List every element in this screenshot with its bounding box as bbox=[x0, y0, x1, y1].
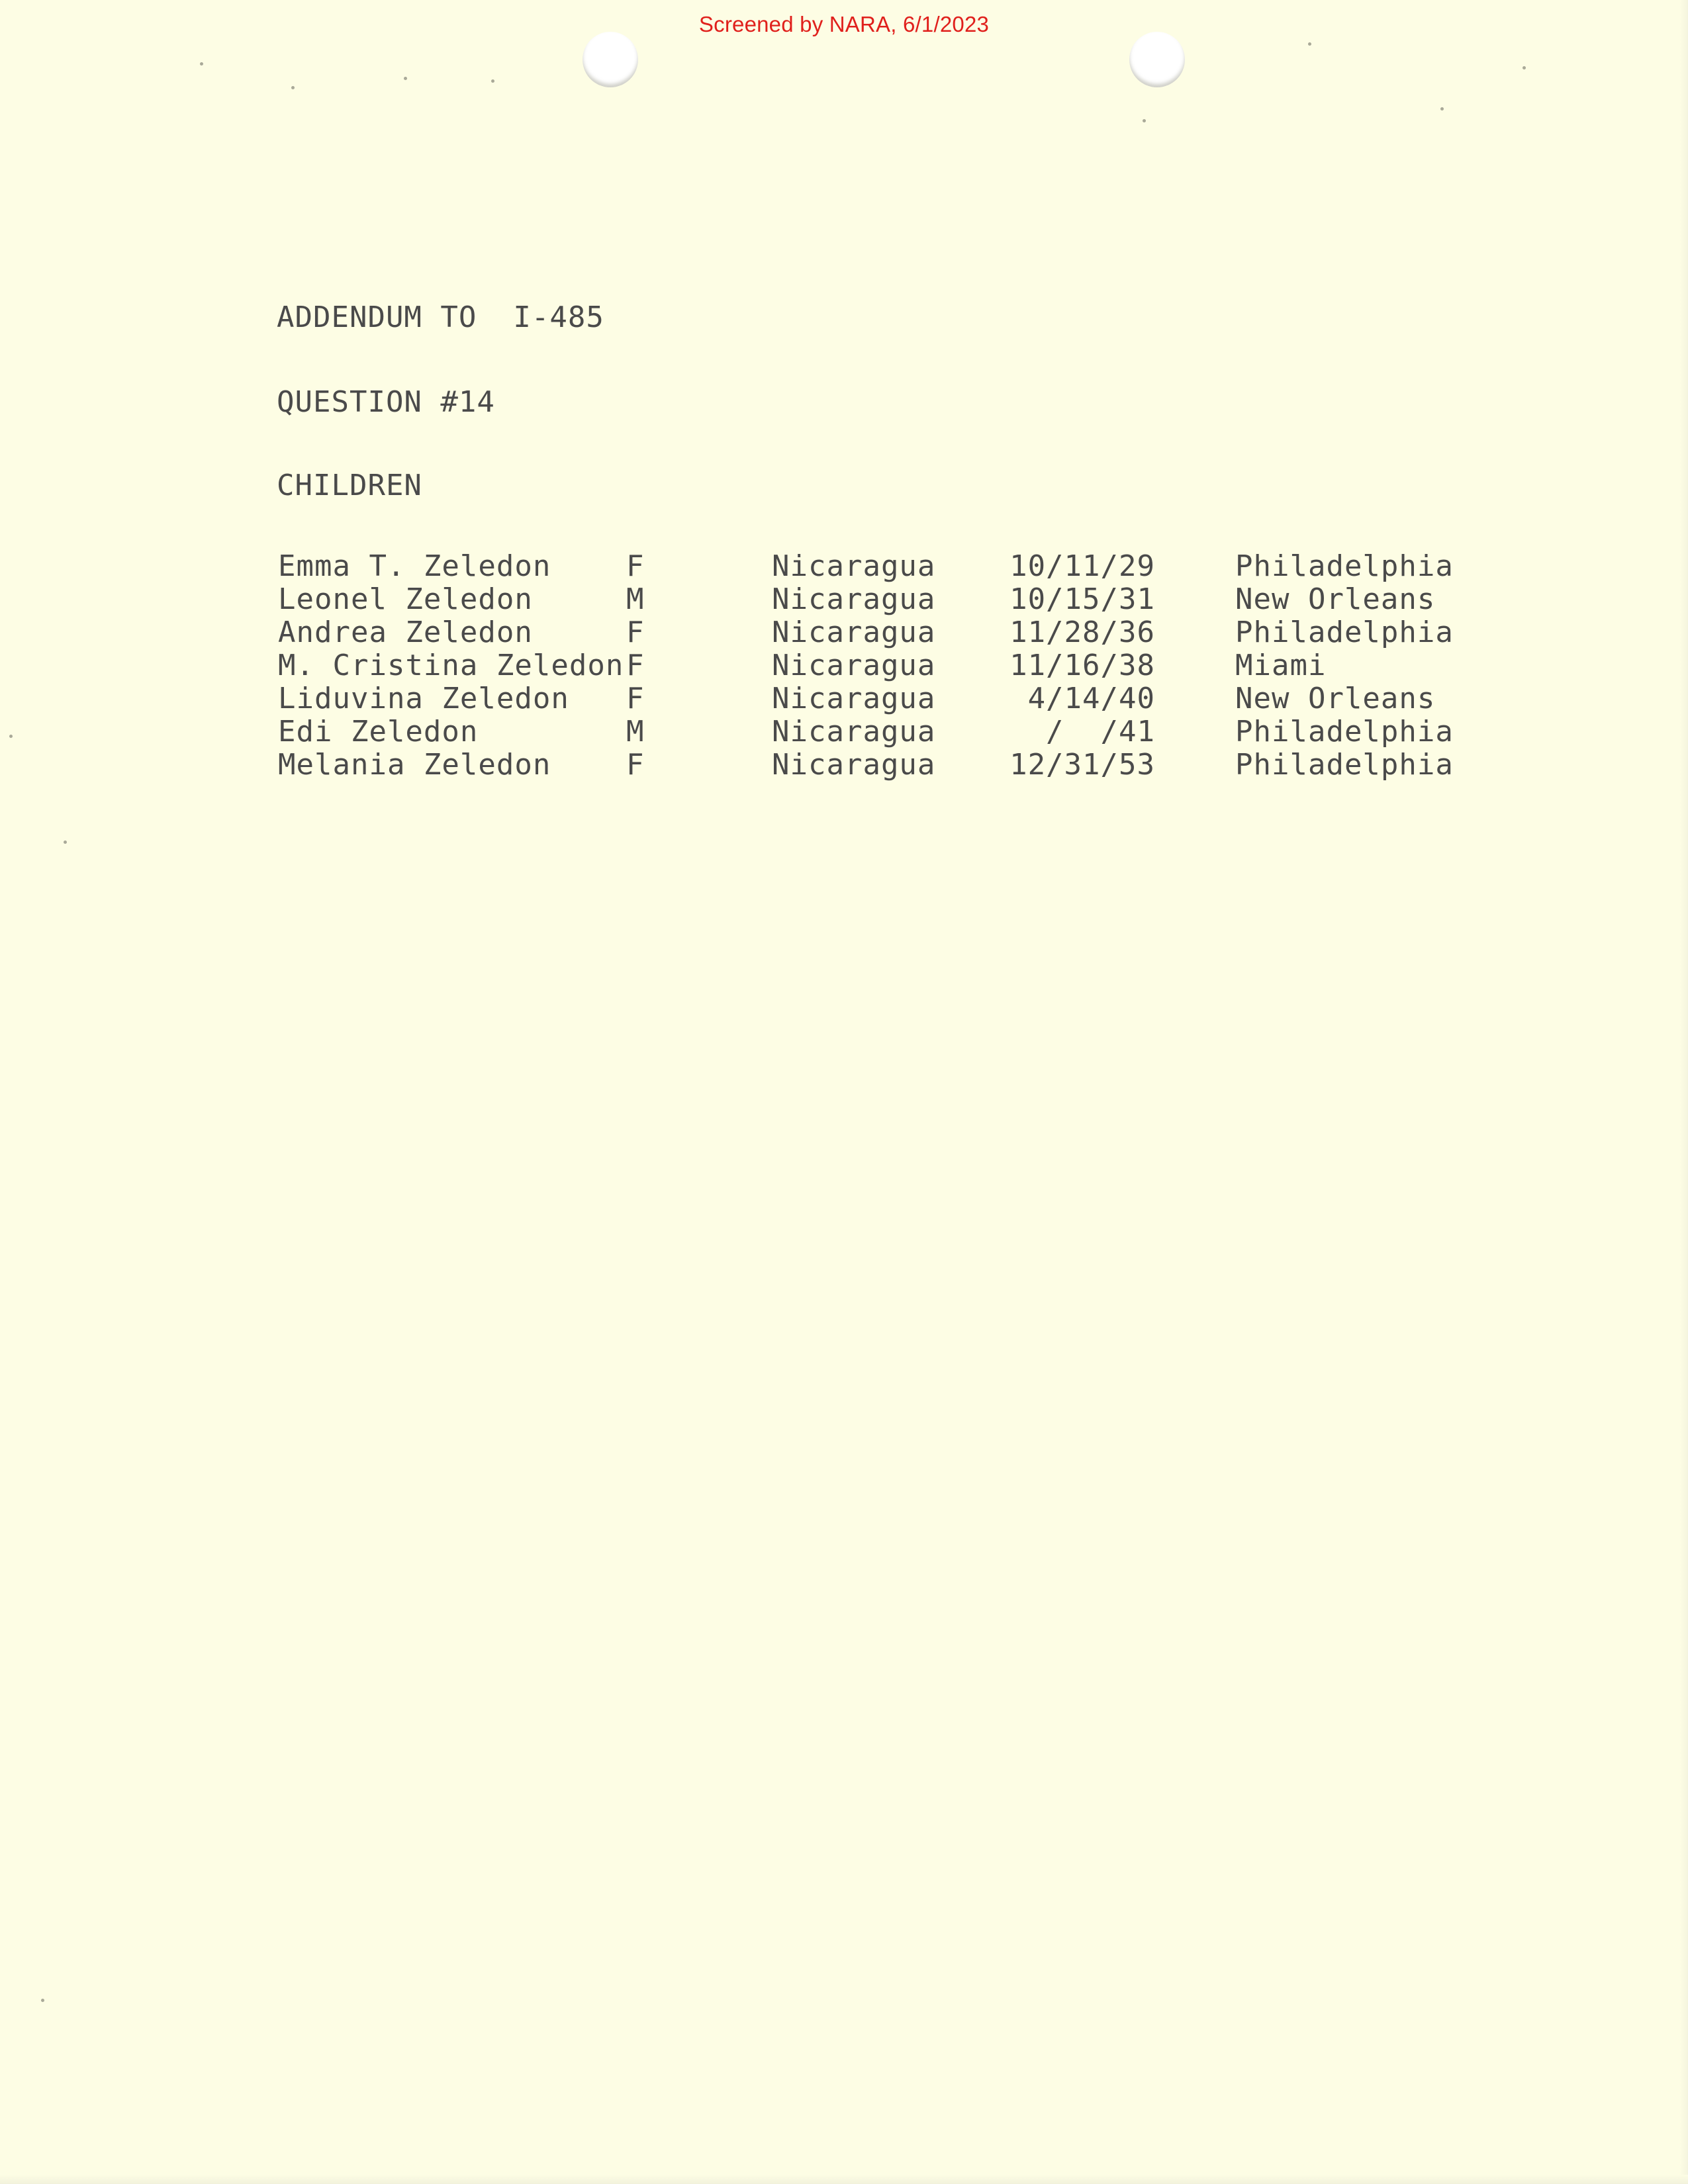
table-row bbox=[0, 684, 1688, 717]
paper-speck bbox=[404, 77, 407, 80]
child-residence: Philadelphia bbox=[1235, 748, 1454, 782]
paper-speck bbox=[64, 841, 67, 844]
table-row bbox=[0, 615, 1688, 651]
child-birth-date: 11/28/36 bbox=[1009, 615, 1155, 649]
child-name: Emma T. Zeledon bbox=[278, 549, 551, 583]
punch-hole-left bbox=[583, 32, 638, 87]
child-sex: M bbox=[626, 715, 645, 749]
paper-speck bbox=[41, 1999, 44, 2002]
table-row bbox=[0, 748, 1688, 784]
child-name: Liduvina Zeledon bbox=[278, 682, 569, 715]
child-name: Andrea Zeledon bbox=[278, 615, 533, 649]
paper-speck bbox=[1308, 42, 1311, 46]
child-residence: Philadelphia bbox=[1235, 615, 1454, 649]
section-heading: CHILDREN bbox=[277, 469, 422, 502]
child-sex: F bbox=[626, 682, 645, 715]
paper-speck bbox=[200, 62, 203, 66]
child-birth-date: 11/16/38 bbox=[1009, 649, 1155, 682]
child-name: Melania Zeledon bbox=[278, 748, 551, 782]
child-birthplace: Nicaragua bbox=[772, 615, 936, 649]
child-birthplace: Nicaragua bbox=[772, 649, 936, 682]
paper-speck bbox=[1440, 107, 1444, 111]
child-residence: Philadelphia bbox=[1235, 549, 1454, 583]
table-row bbox=[0, 549, 1688, 585]
child-sex: F bbox=[626, 649, 645, 682]
child-residence: New Orleans bbox=[1235, 582, 1436, 616]
child-residence: Philadelphia bbox=[1235, 715, 1454, 749]
paper-edge-right bbox=[1680, 0, 1688, 2184]
table-row bbox=[0, 717, 1688, 751]
child-sex: F bbox=[626, 549, 645, 583]
child-residence: Miami bbox=[1235, 649, 1327, 682]
paper-speck bbox=[1523, 66, 1526, 69]
child-birthplace: Nicaragua bbox=[772, 582, 936, 616]
child-birth-date: 10/15/31 bbox=[1009, 582, 1155, 616]
child-birth-date: 10/11/29 bbox=[1009, 549, 1155, 583]
child-name: Edi Zeledon bbox=[278, 715, 479, 749]
child-birthplace: Nicaragua bbox=[772, 715, 936, 749]
child-name: M. Cristina Zeledon bbox=[278, 649, 624, 682]
child-birth-date: 4/14/40 bbox=[1027, 682, 1155, 715]
table-row bbox=[0, 651, 1688, 684]
child-name: Leonel Zeledon bbox=[278, 582, 533, 616]
question-number: QUESTION #14 bbox=[277, 385, 495, 419]
paper-speck bbox=[491, 79, 494, 83]
child-residence: New Orleans bbox=[1235, 682, 1436, 715]
paper-edge-bottom bbox=[0, 2175, 1688, 2184]
table-row bbox=[0, 582, 1688, 618]
child-sex: F bbox=[626, 748, 645, 782]
paper-speck bbox=[291, 86, 295, 89]
child-birth-date: 12/31/53 bbox=[1009, 748, 1155, 782]
child-birthplace: Nicaragua bbox=[772, 549, 936, 583]
paper-speck bbox=[1143, 119, 1146, 122]
punch-hole-right bbox=[1129, 32, 1185, 87]
child-sex: M bbox=[626, 582, 645, 616]
child-birth-date: / /41 bbox=[1046, 715, 1155, 749]
child-birthplace: Nicaragua bbox=[772, 748, 936, 782]
child-sex: F bbox=[626, 615, 645, 649]
nara-screening-stamp: Screened by NARA, 6/1/2023 bbox=[698, 12, 990, 36]
addendum-title: ADDENDUM TO I-485 bbox=[277, 300, 604, 334]
child-birthplace: Nicaragua bbox=[772, 682, 936, 715]
